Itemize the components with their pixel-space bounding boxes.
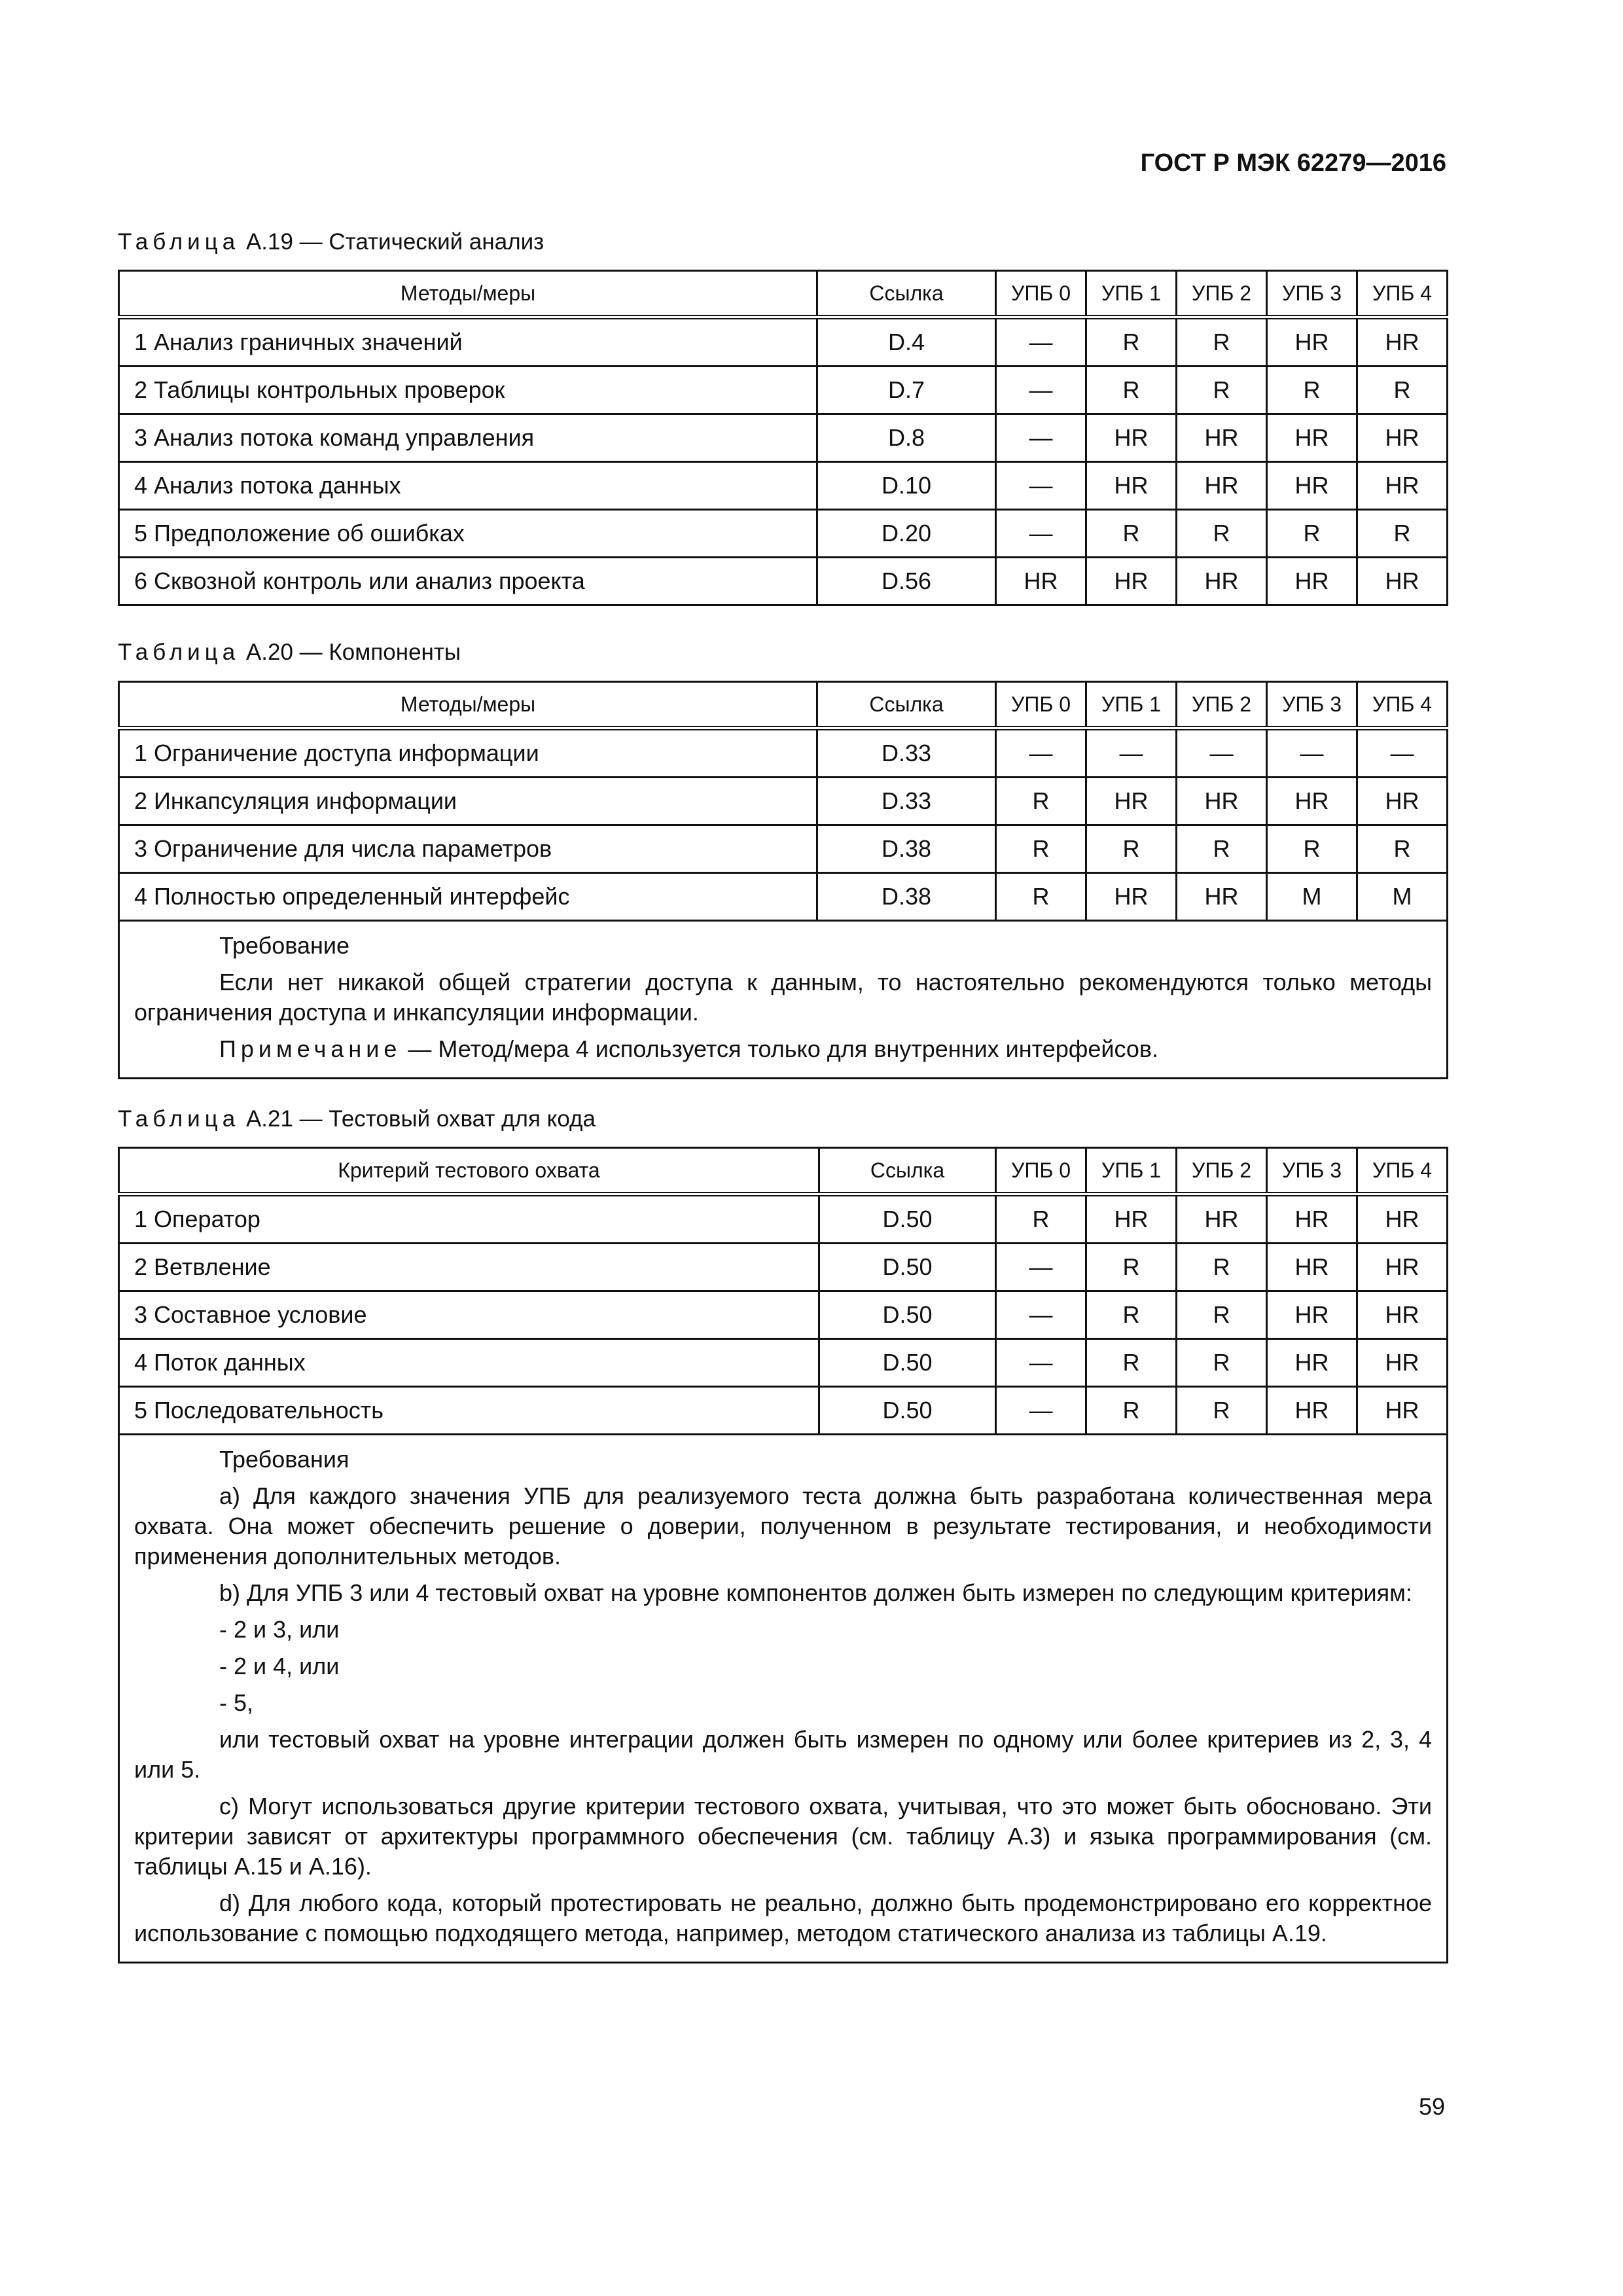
sil-cell: HR (1267, 558, 1357, 605)
column-header-ref: Ссылка (819, 1148, 996, 1194)
column-header-sil: УПБ 0 (996, 682, 1086, 728)
table-a21-caption (118, 1106, 596, 1132)
table-row (119, 778, 1448, 825)
requirement-b-tail: или тестовый охват на уровне интеграции должен быть измерен по одному или более критериев из 2, 3, 4 или 5. (134, 1726, 1432, 1783)
ref-cell: D.20 (817, 510, 996, 558)
document-code: ГОСТ Р МЭК 62279—2016 (1140, 149, 1446, 177)
method-cell: 2 Инкапсуляция информации (119, 778, 817, 825)
sil-cell: R (1357, 825, 1448, 873)
table-a20-note (119, 921, 1448, 1079)
caption-title: A.21 — Тестовый охват для кода (240, 1106, 596, 1132)
requirement-b-item: - 2 и 4, или (219, 1653, 340, 1679)
sil-cell: — (996, 367, 1086, 414)
caption-prefix: Таблица (118, 1106, 240, 1132)
ref-cell: D.56 (817, 558, 996, 605)
sil-cell: R (996, 1194, 1086, 1244)
column-header-sil: УПБ 2 (1177, 271, 1267, 317)
column-header-sil: УПБ 1 (1086, 682, 1177, 728)
column-header-sil: УПБ 0 (996, 271, 1086, 317)
requirement-a: а) Для каждого значения УПБ для реализуемого теста должна быть разработана количественная мера охвата. Она может обеспечить решение о доверии, полученном в результате тестирования, и необходимости применения дополнительных методов. (134, 1482, 1432, 1570)
sil-cell: HR (1357, 1387, 1448, 1435)
table-row (119, 825, 1448, 873)
ref-cell: D.50 (819, 1291, 996, 1339)
column-header-sil: УПБ 3 (1267, 271, 1357, 317)
sil-cell: HR (1177, 462, 1267, 510)
ref-cell: D.38 (817, 825, 996, 873)
sil-cell: HR (1357, 558, 1448, 605)
ref-cell: D.38 (817, 873, 996, 921)
sil-cell: — (1086, 728, 1177, 778)
sil-cell: R (1267, 510, 1357, 558)
column-header-method: Методы/меры (119, 271, 817, 317)
sil-cell: — (996, 728, 1086, 778)
table-a19-caption (118, 229, 544, 255)
criterion-cell: 1 Оператор (119, 1194, 819, 1244)
column-header-sil: УПБ 1 (1086, 271, 1177, 317)
table-row (119, 510, 1448, 558)
sil-cell: R (1086, 1244, 1177, 1291)
ref-cell: D.4 (817, 317, 996, 367)
sil-cell: M (1357, 873, 1448, 921)
remark-text: — Метод/мера 4 используется только для внутренних интерфейсов. (401, 1035, 1159, 1062)
sil-cell: — (996, 510, 1086, 558)
sil-cell: R (996, 825, 1086, 873)
method-cell: 3 Анализ потока команд управления (119, 414, 817, 462)
ref-cell: D.50 (819, 1339, 996, 1387)
sil-cell: HR (1177, 1194, 1267, 1244)
sil-cell: HR (1267, 1244, 1357, 1291)
method-cell: 1 Анализ граничных значений (119, 317, 817, 367)
column-header-sil: УПБ 4 (1357, 1148, 1448, 1194)
sil-cell: HR (1267, 1387, 1357, 1435)
sil-cell: R (1357, 510, 1448, 558)
column-header-ref: Ссылка (817, 271, 996, 317)
sil-cell: R (1267, 825, 1357, 873)
sil-cell: — (996, 1291, 1086, 1339)
column-header-sil: УПБ 0 (996, 1148, 1086, 1194)
column-header-sil: УПБ 2 (1177, 1148, 1267, 1194)
sil-cell: R (996, 873, 1086, 921)
criterion-cell: 4 Поток данных (119, 1339, 819, 1387)
sil-cell: HR (1267, 462, 1357, 510)
sil-cell: R (1357, 367, 1448, 414)
sil-cell: HR (1357, 414, 1448, 462)
sil-cell: R (1086, 825, 1177, 873)
requirement-c: c) Могут использоваться другие критерии тестового охвата, учитывая, что это может быть обосновано. Эти критерии зависят от архитектуры программного обеспечения (см. таблицу А.3) и языка программирования (см. таблицы А.15 и А.16). (134, 1793, 1432, 1880)
sil-cell: R (1177, 1339, 1267, 1387)
sil-cell: HR (1357, 1291, 1448, 1339)
column-header-sil: УПБ 3 (1267, 1148, 1357, 1194)
caption-title: A.20 — Компоненты (240, 639, 461, 665)
note-row (119, 1435, 1448, 1963)
method-cell: 4 Анализ потока данных (119, 462, 817, 510)
table-row (119, 873, 1448, 921)
sil-cell: HR (1357, 1339, 1448, 1387)
ref-cell: D.10 (817, 462, 996, 510)
sil-cell: R (1177, 825, 1267, 873)
table-row (119, 1339, 1448, 1387)
sil-cell: — (996, 1244, 1086, 1291)
requirement-b: b) Для УПБ 3 или 4 тестовый охват на уровне компонентов должен быть измерен по следующим критериям: (219, 1579, 1412, 1606)
sil-cell: HR (1267, 778, 1357, 825)
table-row (119, 414, 1448, 462)
sil-cell: HR (1357, 317, 1448, 367)
sil-cell: HR (1086, 462, 1177, 510)
sil-cell: R (996, 778, 1086, 825)
sil-cell: HR (1267, 414, 1357, 462)
remark-label: Примечание (219, 1035, 402, 1062)
ref-cell: D.50 (819, 1194, 996, 1244)
requirement-b-item: - 2 и 3, или (219, 1616, 340, 1643)
sil-cell: HR (1086, 1194, 1177, 1244)
table-row (119, 367, 1448, 414)
column-header-sil: УПБ 4 (1357, 271, 1448, 317)
table-row (119, 1387, 1448, 1435)
sil-cell: R (1086, 367, 1177, 414)
column-header-criterion: Критерий тестового охвата (119, 1148, 819, 1194)
requirement-b-item: - 5, (219, 1689, 254, 1716)
sil-cell: HR (1177, 873, 1267, 921)
ref-cell: D.50 (819, 1387, 996, 1435)
table-row (119, 1194, 1448, 1244)
sil-cell: — (996, 317, 1086, 367)
table-a21-requirements (119, 1435, 1448, 1963)
table-row (119, 1244, 1448, 1291)
sil-cell: R (1086, 510, 1177, 558)
sil-cell: HR (1267, 1194, 1357, 1244)
table-a21 (118, 1147, 1448, 1964)
sil-cell: HR (996, 558, 1086, 605)
criterion-cell: 3 Составное условие (119, 1291, 819, 1339)
ref-cell: D.50 (819, 1244, 996, 1291)
sil-cell: HR (1357, 1244, 1448, 1291)
ref-cell: D.33 (817, 778, 996, 825)
method-cell: 1 Ограничение доступа информации (119, 728, 817, 778)
table-header-row (119, 271, 1448, 317)
caption-prefix: Таблица (118, 229, 240, 255)
sil-cell: R (1177, 1387, 1267, 1435)
sil-cell: — (996, 414, 1086, 462)
caption-title: A.19 — Статический анализ (240, 229, 544, 255)
sil-cell: R (1086, 1387, 1177, 1435)
sil-cell: — (1177, 728, 1267, 778)
sil-cell: HR (1177, 414, 1267, 462)
table-row (119, 462, 1448, 510)
sil-cell: HR (1357, 778, 1448, 825)
column-header-sil: УПБ 2 (1177, 682, 1267, 728)
sil-cell: R (1177, 317, 1267, 367)
method-cell: 2 Таблицы контрольных проверок (119, 367, 817, 414)
sil-cell: HR (1357, 1194, 1448, 1244)
sil-cell: — (1267, 728, 1357, 778)
table-header-row (119, 1148, 1448, 1194)
table-row (119, 1291, 1448, 1339)
sil-cell: R (1086, 1339, 1177, 1387)
table-row (119, 558, 1448, 605)
sil-cell: HR (1267, 317, 1357, 367)
table-row (119, 728, 1448, 778)
method-cell: 6 Сквозной контроль или анализ проекта (119, 558, 817, 605)
sil-cell: HR (1086, 873, 1177, 921)
sil-cell: M (1267, 873, 1357, 921)
sil-cell: HR (1177, 778, 1267, 825)
sil-cell: R (1086, 1291, 1177, 1339)
note-remark (134, 1034, 1432, 1064)
note-heading: Требования (219, 1446, 349, 1473)
sil-cell: R (1177, 510, 1267, 558)
table-header-row (119, 682, 1448, 728)
sil-cell: HR (1086, 778, 1177, 825)
sil-cell: — (996, 462, 1086, 510)
method-cell: 4 Полностью определенный интерфейс (119, 873, 817, 921)
table-a20-caption (118, 639, 461, 666)
sil-cell: R (1177, 367, 1267, 414)
sil-cell: HR (1086, 414, 1177, 462)
table-a19 (118, 270, 1448, 606)
criterion-cell: 2 Ветвление (119, 1244, 819, 1291)
sil-cell: R (1267, 367, 1357, 414)
page-number: 59 (1418, 2093, 1445, 2120)
ref-cell: D.8 (817, 414, 996, 462)
sil-cell: R (1177, 1291, 1267, 1339)
note-heading: Требование (219, 932, 350, 959)
column-header-sil: УПБ 4 (1357, 682, 1448, 728)
sil-cell: — (996, 1387, 1086, 1435)
sil-cell: HR (1267, 1291, 1357, 1339)
method-cell: 5 Предположение об ошибках (119, 510, 817, 558)
ref-cell: D.7 (817, 367, 996, 414)
ref-cell: D.33 (817, 728, 996, 778)
sil-cell: HR (1267, 1339, 1357, 1387)
note-row (119, 921, 1448, 1079)
sil-cell: HR (1357, 462, 1448, 510)
caption-prefix: Таблица (118, 639, 240, 665)
sil-cell: — (996, 1339, 1086, 1387)
sil-cell: HR (1177, 558, 1267, 605)
criterion-cell: 5 Последовательность (119, 1387, 819, 1435)
column-header-sil: УПБ 1 (1086, 1148, 1177, 1194)
column-header-sil: УПБ 3 (1267, 682, 1357, 728)
column-header-method: Методы/меры (119, 682, 817, 728)
sil-cell: R (1086, 317, 1177, 367)
column-header-ref: Ссылка (817, 682, 996, 728)
sil-cell: — (1357, 728, 1448, 778)
table-a20 (118, 681, 1448, 1079)
sil-cell: HR (1086, 558, 1177, 605)
table-row (119, 317, 1448, 367)
requirement-d: d) Для любого кода, который протестировать не реально, должно быть продемонстрировано его корректное использование с помощью подходящего метода, например, методом статического анализа из таблицы А.19. (134, 1890, 1432, 1946)
sil-cell: R (1177, 1244, 1267, 1291)
note-paragraph: Если нет никакой общей стратегии доступа к данным, то настоятельно рекомендуются только методы ограничения доступа и инкапсуляции информации. (134, 969, 1432, 1026)
method-cell: 3 Ограничение для числа параметров (119, 825, 817, 873)
